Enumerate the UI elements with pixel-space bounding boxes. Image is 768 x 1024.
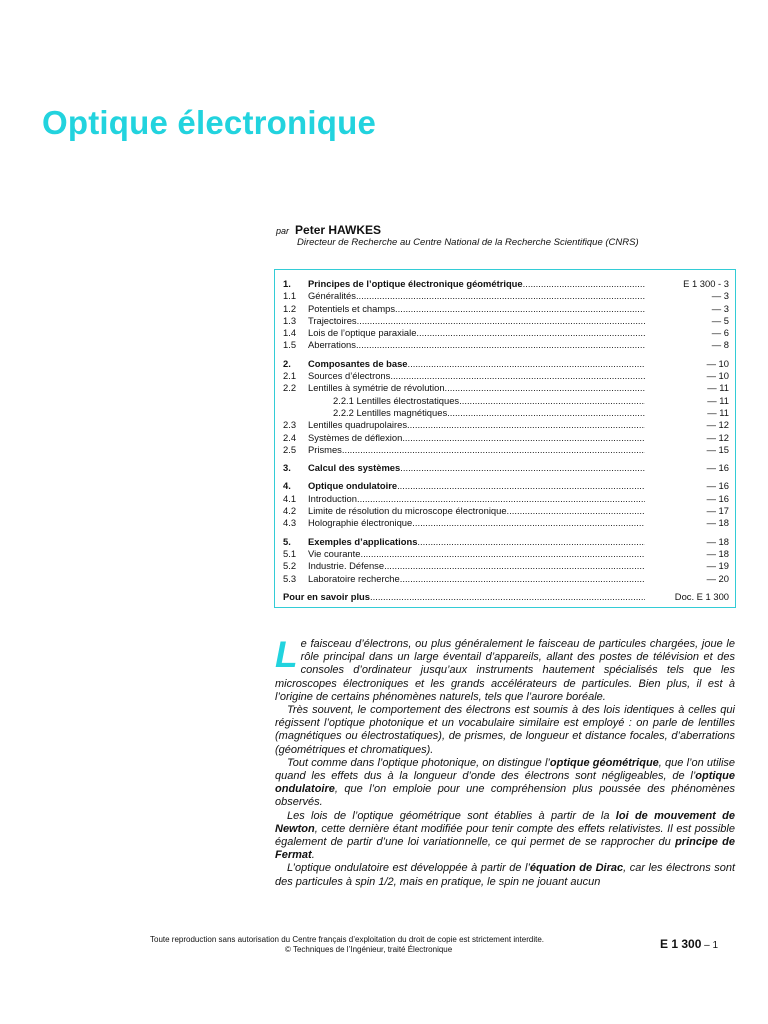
table-of-contents <box>274 269 736 608</box>
toc-entry-number: 5.3 <box>283 572 297 584</box>
p3-text-c: , que l’on utilise quand les effets dus à la longueur d’onde des électrons sont négligeables, de l’ <box>275 756 736 783</box>
toc-entry-number: 1.1 <box>283 290 297 302</box>
toc-entry-label <box>308 560 645 572</box>
footer-legal <box>150 935 630 954</box>
toc-entry <box>283 517 729 529</box>
term-equation-dirac: équation de Dirac <box>529 862 624 875</box>
toc-leader-dots <box>523 278 645 290</box>
toc-entry-text: Généralités <box>308 290 356 302</box>
toc-entry-text: Optique ondulatoire <box>308 480 398 492</box>
toc-entry <box>283 505 729 517</box>
toc-entry-label <box>308 407 645 419</box>
toc-leader-dots <box>397 480 645 492</box>
toc-entry <box>283 480 729 492</box>
toc-entry <box>283 278 729 290</box>
toc-entry-text: 2.2.1 Lentilles électrostatiques <box>333 394 460 406</box>
legal-notice: Toute reproduction sans autorisation du Centre français d’exploitation du droit de copie est strictement interdite. <box>150 935 544 944</box>
toc-leader-dots <box>370 591 645 603</box>
toc-entry <box>283 327 729 339</box>
toc-entry <box>283 432 729 444</box>
toc-entry-number: 1.5 <box>283 339 297 351</box>
toc-entry-text: Calcul des systèmes <box>308 462 401 474</box>
toc-entry-label <box>308 432 645 444</box>
toc-leader-dots <box>384 560 645 572</box>
toc-entry-label <box>308 493 645 505</box>
toc-entry-page: — 10 <box>706 357 729 369</box>
toc-entry-page: — 5 <box>711 314 729 326</box>
toc-entry-label <box>308 370 645 382</box>
toc-entry-label <box>308 536 645 548</box>
p4-text-a: Les lois de l’optique géométrique sont établies à partir de la <box>287 809 616 822</box>
toc-entry-number: 5. <box>283 535 291 547</box>
toc-entry-text: Industrie. Défense <box>308 560 385 572</box>
toc-entry-text: Composantes de base <box>308 357 408 369</box>
toc-leader-dots <box>507 505 645 517</box>
toc-entry <box>283 339 729 351</box>
toc-entry <box>283 290 729 302</box>
toc-entry-text: Prismes <box>308 443 342 455</box>
toc-entry <box>283 560 729 572</box>
toc-entry-label <box>308 290 645 302</box>
toc-entry-text: Systèmes de déflexion <box>308 431 403 443</box>
toc-entry-label <box>308 573 645 585</box>
toc-entry-number: 4.2 <box>283 505 297 517</box>
toc-entry-text: Limite de résolution du microscope électronique <box>308 505 507 517</box>
term-loi-newton: loi de mouvement de Newton <box>275 809 735 835</box>
toc-entry-page: — 12 <box>706 419 729 431</box>
toc-leader-dots <box>459 395 645 407</box>
toc-entry-label <box>308 419 645 431</box>
toc-entry-label <box>308 382 645 394</box>
toc-entry-number: 2. <box>283 357 291 369</box>
toc-entry-page: — 16 <box>706 462 729 474</box>
p4-text-e: . <box>311 849 315 862</box>
toc-entry-text: Principes de l’optique électronique géométrique <box>308 278 523 289</box>
toc-entry-text: Laboratoire recherche <box>308 572 400 584</box>
toc-entry <box>283 382 729 394</box>
p5-text-c: , car les électrons sont des particules à spin 1/2, mais en pratique, le spin ne jouant aucun <box>275 862 736 888</box>
toc-entry-page: — 3 <box>711 290 729 302</box>
toc-entry-page: E 1 300 - 3 <box>683 278 729 289</box>
toc-leader-dots <box>356 339 645 351</box>
toc-entry-number: 1.2 <box>283 302 297 314</box>
author-affiliation: Directeur de Recherche au Centre National de la Recherche Scientifique (CNRS) <box>297 237 639 248</box>
paragraph-1 <box>275 634 735 704</box>
toc-leader-dots <box>417 536 645 548</box>
toc-entry-text: Sources d’électrons <box>308 370 391 382</box>
toc-entry-number: 2.5 <box>283 443 297 455</box>
toc-entry <box>283 358 729 370</box>
toc-leader-dots <box>357 315 645 327</box>
toc-leader-dots <box>408 358 645 370</box>
toc-leader-dots <box>412 517 645 529</box>
toc-entry-label <box>308 548 645 560</box>
p3-text-a: Tout comme dans l’optique photonique, on distingue l’ <box>287 756 550 769</box>
toc-entry-number: 4.3 <box>283 517 297 529</box>
toc-entry-text: 2.2.2 Lentilles magnétiques <box>333 406 448 418</box>
toc-entry <box>283 548 729 560</box>
toc-entry-number: 2.1 <box>283 370 297 382</box>
toc-leader-dots <box>395 303 645 315</box>
toc-entry-number: 3. <box>283 462 291 474</box>
toc-entry <box>283 573 729 585</box>
toc-entry-label <box>308 278 645 290</box>
toc-entry-page: — 19 <box>706 560 729 572</box>
toc-entry-text: Lois de l’optique paraxiale <box>308 327 417 339</box>
copyright-notice: © Techniques de l’Ingénieur, traité Électronique <box>285 944 453 954</box>
toc-leader-dots <box>360 548 645 560</box>
toc-entry <box>283 303 729 315</box>
toc-entry-label <box>308 395 645 407</box>
toc-entry-text: Vie courante <box>308 547 361 559</box>
toc-entry <box>283 407 729 419</box>
paragraph-5 <box>275 862 735 888</box>
toc-entry-number: 2.4 <box>283 431 297 443</box>
toc-entry <box>283 315 729 327</box>
toc-entry-page: — 15 <box>706 443 729 455</box>
toc-entry-number: 4.1 <box>283 492 297 504</box>
paragraph-4 <box>275 810 735 863</box>
toc-leader-dots <box>407 419 645 431</box>
toc-entry-text: Exemples d’applications <box>308 535 418 547</box>
toc-leader-dots <box>447 407 645 419</box>
toc-entry <box>283 493 729 505</box>
paragraph-3 <box>275 757 735 810</box>
toc-entry-page: — 12 <box>706 431 729 443</box>
toc-entry-number: 2.3 <box>283 419 297 431</box>
body-text <box>275 634 736 889</box>
toc-entry <box>283 419 729 431</box>
toc-entry-label <box>308 339 645 351</box>
toc-entry-label <box>308 444 645 456</box>
toc-entry <box>283 370 729 382</box>
toc-entry-text: Lentilles quadrupolaires <box>308 419 408 431</box>
toc-entry <box>283 536 729 548</box>
toc-entry-page: — 18 <box>706 517 729 529</box>
toc-entry-label <box>308 315 645 327</box>
toc-entry-label <box>308 462 645 474</box>
toc-entry <box>283 591 729 603</box>
drop-cap: L <box>275 634 298 675</box>
toc-entry-number: 5.1 <box>283 547 297 559</box>
p3-text-e: , que l’on emploie pour une compréhension plus poussée des phénomènes observés. <box>275 783 735 809</box>
toc-entry <box>283 462 729 474</box>
toc-entry-number: 1. <box>283 278 291 289</box>
document-code: E 1 300 <box>660 937 702 951</box>
toc-entry-number: 4. <box>283 480 291 492</box>
toc-leader-dots <box>402 432 645 444</box>
toc-entry-page: — 20 <box>706 572 729 584</box>
toc-entry-label <box>308 505 645 517</box>
toc-entry-label <box>308 358 645 370</box>
author-name: Peter HAWKES <box>295 223 382 237</box>
toc-entry-text: Pour en savoir plus <box>283 590 371 602</box>
toc-entry-number: 5.2 <box>283 560 297 572</box>
author-line <box>276 223 381 237</box>
toc-entry-text: Holographie électronique <box>308 517 413 529</box>
toc-entry-page: — 18 <box>706 535 729 547</box>
toc-entry-page: — 11 <box>707 382 729 394</box>
toc-entry-number: 2.2 <box>283 382 297 394</box>
term-optique-geometrique: optique géométrique <box>549 756 659 769</box>
page-reference <box>660 937 718 951</box>
author-prefix: par <box>276 226 290 236</box>
toc-leader-dots <box>400 462 645 474</box>
toc-entry-text: Trajectoires <box>308 314 357 326</box>
paragraph-2: Très souvent, le comportement des électrons est soumis à des lois identiques à celles qui régissent l’optique photonique et un vocabulaire similaire est employé : on parle de lentilles (magnétiques ou électrostatiques), de prismes, de longueur et distance focales, d’aberrations (géométriques et chromatiques). <box>275 704 735 756</box>
toc-entry-label <box>308 327 645 339</box>
toc-leader-dots <box>356 290 645 302</box>
toc-entry-page: — 16 <box>706 480 729 492</box>
toc-entry-text: Lentilles à symétrie de révolution <box>308 382 445 394</box>
page-number: – 1 <box>701 940 719 951</box>
p4-text-c: , cette dernière étant modifiée pour tenir compte des effets relativistes. Il est possible également de partir d’une loi variationnelle, ce qui permet de se rapprocher du <box>275 822 735 849</box>
toc-entry-number: 1.4 <box>283 327 297 339</box>
toc-entry-page: — 6 <box>711 327 729 339</box>
term-optique-ondulatoire: optique ondulatoire <box>275 770 735 796</box>
toc-entry-label <box>308 303 645 315</box>
toc-entry-text: Introduction <box>308 492 357 504</box>
toc-entry <box>283 395 729 407</box>
toc-entry-page: — 11 <box>707 394 729 406</box>
toc-entry-page: Doc. E 1 300 <box>674 590 729 602</box>
toc-entry-text: Potentiels et champs <box>308 302 396 314</box>
toc-leader-dots <box>400 573 645 585</box>
toc-leader-dots <box>416 327 645 339</box>
toc-entry-page: — 16 <box>706 492 729 504</box>
toc-entry <box>283 444 729 456</box>
toc-entry-label <box>283 591 645 603</box>
toc-leader-dots <box>445 382 645 394</box>
toc-entry-page: — 3 <box>711 302 729 314</box>
toc-entry-label <box>308 480 645 492</box>
toc-entry-text: Aberrations <box>308 339 356 351</box>
toc-entry-label <box>308 517 645 529</box>
toc-leader-dots <box>357 493 645 505</box>
term-principe-fermat: principe de Fermat <box>275 836 735 862</box>
toc-entry-page: — 11 <box>707 406 729 418</box>
toc-entry-page: — 18 <box>706 547 729 559</box>
p5-text-a: L’optique ondulatoire est développée à partir de l’ <box>287 862 530 875</box>
toc-entry-page: — 8 <box>711 339 729 351</box>
toc-entry-page: — 17 <box>706 505 729 517</box>
toc-leader-dots <box>390 370 645 382</box>
toc-leader-dots <box>342 444 645 456</box>
document-title: Optique électronique <box>42 104 377 141</box>
toc-entry-number: 1.3 <box>283 314 297 326</box>
toc-entry-page: — 10 <box>706 370 729 382</box>
paragraph-1-text: e faisceau d’électrons, ou plus généralement le faisceau de particules chargées, joue le rôle principal dans un large éventail d’appareils, allant des postes de télévision et des consoles d’ordinateur jusqu’aux instruments hautement spécialisés tels que les microscopes électroniques et les grands accélérateurs de particules. Bien plus, il est à l’origine de certains phénomènes naturels, tels que l’aurore boréale. <box>275 638 735 703</box>
